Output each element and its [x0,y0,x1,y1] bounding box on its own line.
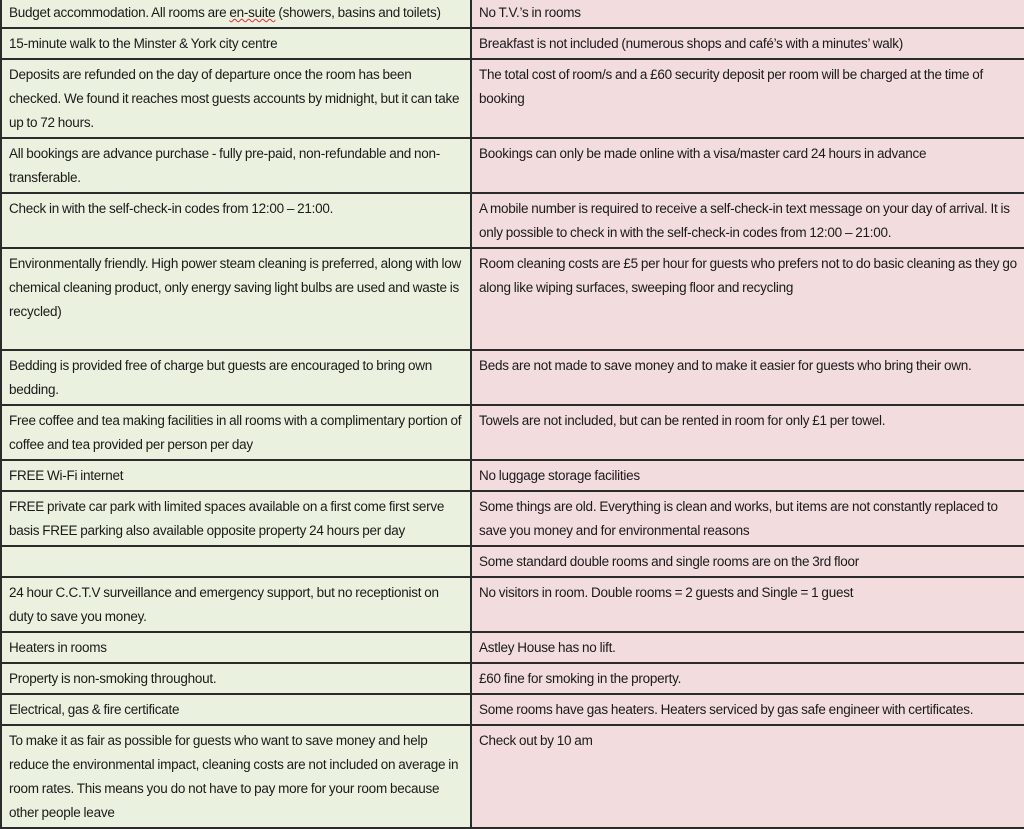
con-cell-breakfast: Breakfast is not included (numerous shops and café’s with a minutes’ walk) [471,28,1024,59]
con-cell-mobile-number: A mobile number is required to receive a self-check-in text message on your day of arrival. It is only possible to check in with the self-check-in codes from 12:00 – 21:00. [471,193,1024,248]
cell-text: Budget accommodation. All rooms are [9,5,230,20]
table-row [1,138,1024,193]
table-row [1,491,1024,546]
pro-cell-empty [1,546,471,577]
con-cell-towels: Towels are not included, but can be rented in room for only £1 per towel. [471,405,1024,460]
pro-cell-non-smoking: Property is non-smoking throughout. [1,663,471,694]
cell-text: (showers, basins and toilets) [275,5,441,20]
table-row [1,193,1024,248]
table-row [1,632,1024,663]
table-row [1,405,1024,460]
pro-cell-environment: Environmentally friendly. High power steam cleaning is preferred, along with low chemical cleaning product, only energy saving light bulbs are used and waste is recycled) [1,248,471,350]
pro-cell-fair-pricing: To make it as fair as possible for guests who want to save money and help reduce the environmental impact, cleaning costs are not included on average in room rates. This means you do not have to pay more for your room because other people leave [1,725,471,828]
pro-cell-wifi: FREE Wi-Fi internet [1,460,471,491]
con-cell-gas-heaters: Some rooms have gas heaters. Heaters serviced by gas safe engineer with certificates. [471,694,1024,725]
pro-cell-deposits: Deposits are refunded on the day of departure once the room has been checked. We found it reaches most guests accounts by midnight, but it can take up to 72 hours. [1,59,471,138]
con-cell-room-cleaning: Room cleaning costs are £5 per hour for guests who prefers not to do basic cleaning as they go along like wiping surfaces, sweeping floor and recycling [471,248,1024,350]
table-row [1,577,1024,632]
con-cell-check-out: Check out by 10 am [471,725,1024,828]
table-row [1,725,1024,828]
table-row [1,460,1024,491]
con-cell-smoking-fine: £60 fine for smoking in the property. [471,663,1024,694]
pro-cell-heaters: Heaters in rooms [1,632,471,663]
pro-cell-budget [1,0,471,28]
con-cell-third-floor: Some standard double rooms and single rooms are on the 3rd floor [471,546,1024,577]
pro-cell-certificates: Electrical, gas & fire certificate [1,694,471,725]
table-row [1,350,1024,405]
con-cell-old-items: Some things are old. Everything is clean and works, but items are not constantly replaced to save you money and for environmental reasons [471,491,1024,546]
pro-cell-car-park: FREE private car park with limited spaces available on a first come first serve basis FREE parking also available opposite property 24 hours per day [1,491,471,546]
table-row [1,694,1024,725]
con-cell-beds: Beds are not made to save money and to make it easier for guests who bring their own. [471,350,1024,405]
con-cell-tv: No T.V.’s in rooms [471,0,1024,28]
pro-cell-bookings: All bookings are advance purchase - fully pre-paid, non-refundable and non-transferable. [1,138,471,193]
table-row [1,0,1024,28]
spellcheck-word: en-suite [229,5,276,20]
con-cell-total-cost: The total cost of room/s and a £60 security deposit per room will be charged at the time of booking [471,59,1024,138]
pro-cell-cctv: 24 hour C.C.T.V surveillance and emergency support, but no receptionist on duty to save you money. [1,577,471,632]
con-cell-online-booking: Bookings can only be made online with a visa/master card 24 hours in advance [471,138,1024,193]
pro-cell-check-in: Check in with the self-check-in codes from 12:00 – 21:00. [1,193,471,248]
table-row [1,546,1024,577]
con-cell-lift: Astley House has no lift. [471,632,1024,663]
table-row [1,248,1024,350]
con-cell-visitors: No visitors in room. Double rooms = 2 guests and Single = 1 guest [471,577,1024,632]
table-row [1,59,1024,138]
pro-cell-coffee-tea: Free coffee and tea making facilities in all rooms with a complimentary portion of coffee and tea provided per person per day [1,405,471,460]
table-row [1,28,1024,59]
table-row [1,663,1024,694]
con-cell-luggage: No luggage storage facilities [471,460,1024,491]
pro-cell-location: 15-minute walk to the Minster & York city centre [1,28,471,59]
pro-cell-bedding: Bedding is provided free of charge but guests are encouraged to bring own bedding. [1,350,471,405]
